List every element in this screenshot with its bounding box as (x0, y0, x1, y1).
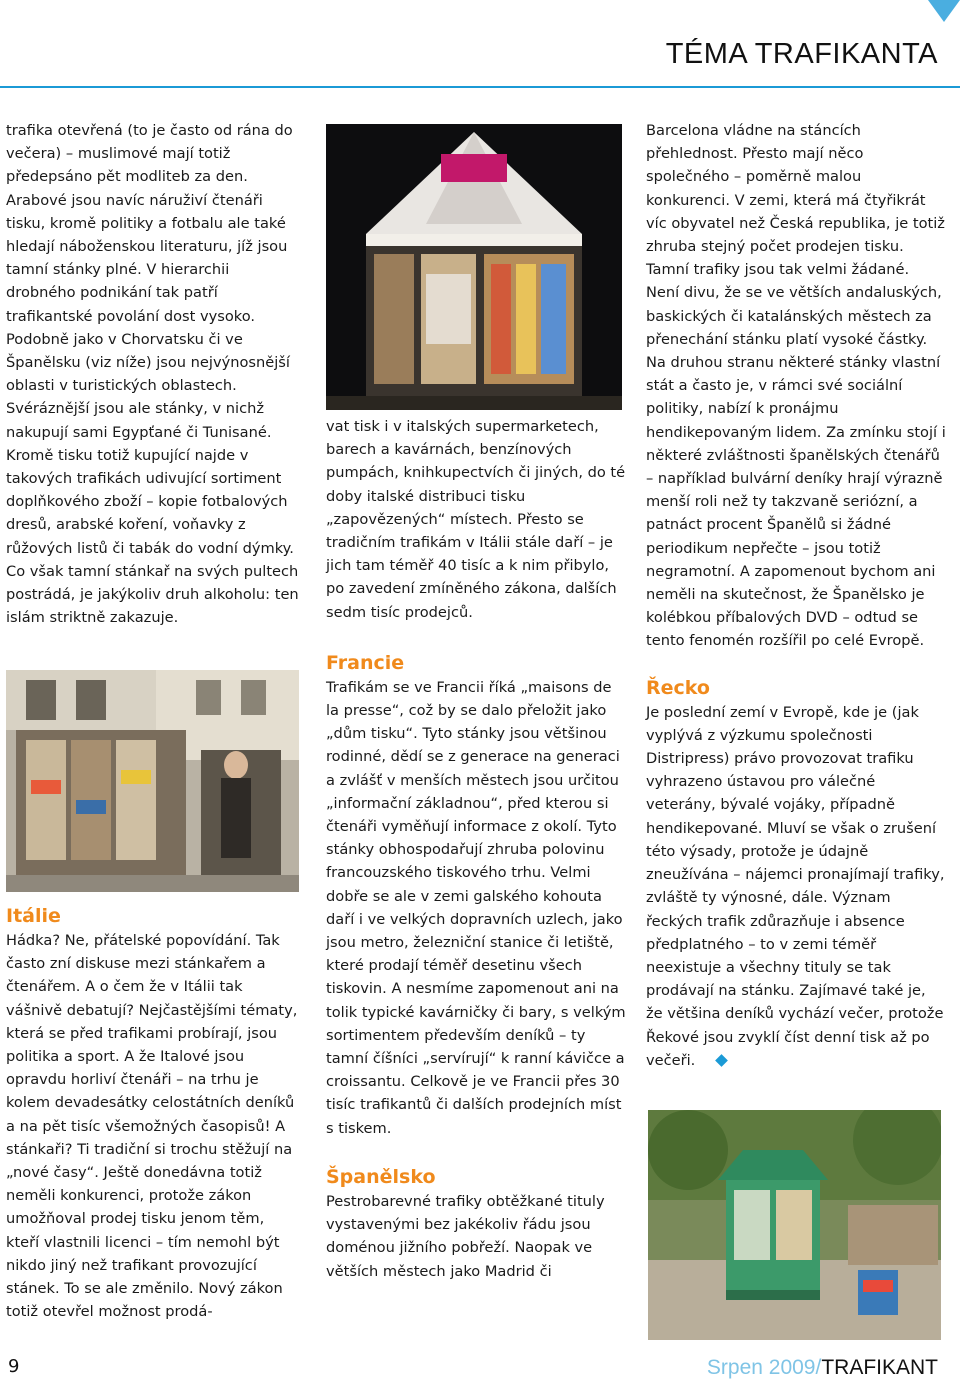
heading-france: Francie (326, 651, 405, 674)
article-paragraph: Hádka? Ne, přátelské popovídání. Tak často zní diskuse mezi stánkařem a čtenářem. A o čem že v Itálii tak vášnivě debatují? Nejčastějšími tématy, která se před trafikami probírají, jsou politika a sport. A že Italové jsou opravdu horliví čtenáři – na trhu je kolem devadesátky celostátních deníků a na pět tisíc všemožných časopisů! A stánkaři? Ti tradiční si trochu stěžují na „nové časy“. Ještě donedávna totiž neměli konkurenci, protože zákon umožňoval prodej tisku jenom těm, kteří vlastnili licenci – tím nemohl být nikdo jiný než trafikant provozující stánek. To se ale změnilo. Nový zákon totiž otevřel možnost prodá- (6, 932, 298, 1321)
footer-issue (707, 1356, 938, 1380)
column-left (6, 119, 302, 629)
photo-greek-kiosk (648, 1110, 941, 1340)
heading-greece: Řecko (646, 676, 710, 699)
end-mark-icon (715, 1054, 728, 1067)
article-text: Je poslední zemí v Evropě, kde je (jak vyplývá z výzkumu společnosti Distripress) právo provozovat trafiku vyhrazeno ústavou pro válečné veterány, bývalé vojáky, případně hendikepované. Mluví se však o zrušení této výsady, protože je údajně zneužívána – nájemci pronajímají trafiky, zvláště ty výnosné, dále. Význam řeckých trafik zdůrazňuje i absence předplatného – to v zemi téměř neexistuje a všechny tituly se tak prodávají na stánku. Zajímavé také je, že většina deníků vychází večer, protože Řekové jsou zvyklí číst denní tisk až po večeři. (646, 703, 945, 1069)
magazine-name: TRAFIKANT (821, 1356, 938, 1379)
article-paragraph: Trafikám se ve Francii říká „maisons de la presse“, což by se dalo přeložit jako „dům tisku“. Tyto stánky jsou většinou rodinné, dědí se z generace na generaci a zvlášť v menších městech jsou určitou „informační základnou“, před kterou si čtenáři vyměňují informace z okolí. Tyto stánky obhospodařují zhruba polovinu francouzského tiskového trhu. Velmi dobře se ale v zemi galského kohouta daří i ve velkých dopravních uzlech, jako jsou metro, železniční stanice či letiště, které prodají téměř desetinu všech tiskovin. A nesmíme zapomenout ani na tolik typické kavárničky či bary, s velkým sortimentem především deníků – ty tamní číšníci „servírují“ k ranní kávičce a croissantu. Celkově je ve Francii přes 30 tisíc trafikantů či dalších prodejních míst s tiskem. (326, 678, 626, 1137)
corner-triangle-icon (928, 0, 960, 22)
article-paragraph: Barcelona vládne na stáncích přehlednost. Přesto mají něco společného – poměrně malou konkurenci. V zemi, která má čtyřikrát víc obyvatel než Česká republika, je totiž zhruba stejný počet prodejen tisku. Tamní trafiky jsou tak velmi žádané. Není divu, že se ve větších andaluských, baskických či katalánských městech za přenechání stánku platí vysoké částky. Na druhou stranu některé stánky vlastní stát a často je, v rámci své sociální politiky, nabízí k pronájmu hendikepovaným lidem. Za zmínku stojí i některé zvláštnosti španělských čtenářů – například bulvární deníky hrají výrazně menší roli než ty takzvaně seriózní, a patnáct procent Španělů si žádné periodikum nepřečte – jsou totiž negramotní. A zapomenout bychom ani neměli na skutečnost, že Španělsko je kolébkou příbalových DVD – odtud se tento fenomén rozšířil po celé Evropě. (646, 122, 946, 650)
photo-italian-kiosk (6, 670, 299, 892)
article-paragraph: trafika otevřená (to je často od rána do večera) – muslimové mají totiž předepsáno pět modliteb za den. Arabové jsou navíc náruživí čtenáři tisku, kromě politiky a fotbalu ale také hledají náboženskou literaturu, jíž jsou tamní stánky plné. V hierarchii drobného podnikání tak patří trafikantské povolání dost vysoko. Podobně jako v Chorvatsku či ve Španělsku (viz níže) jsou nejvýnosnější oblasti v turistických oblastech. Svéráznější jsou ale stánky, v nichž nakupují sami Egypťané či Tunisané. Kromě tisku totiž kupující najde v takových trafikách udivující sortiment doplňkového zboží – kopie fotbalových dresů, arabské koření, voňavky z růžových listů či tabák do vodní dýmky. Co však tamní stánkař na svých pultech postrádá, je jakýkoliv druh alkoholu: ten islám striktně zakazuje. (6, 122, 299, 627)
column-right (646, 119, 946, 1072)
article-paragraph (646, 701, 946, 1072)
photo-night-kiosk (326, 124, 622, 410)
heading-spain: Španělsko (326, 1165, 436, 1188)
header-divider (0, 86, 960, 88)
article-paragraph: vat tisk i v italských supermarketech, barech a kavárnách, benzínových pumpách, knihkupectvích či jiných, do té doby italské distribuci tisku „zapovězených“ místech. Přesto se tradičním trafikám v Itálii stále daří – je jich tam téměř 40 tisíc a k nim přibylo, po zavedení zmíněného zákona, dalších sedm tisíc prodejců. (326, 418, 626, 621)
column-left-lower (6, 903, 302, 1323)
page-number: 9 (8, 1356, 20, 1377)
article-paragraph: Pestrobarevné trafiky obtěžkané tituly vystavenými bez jakékoliv řádu jsou doménou jižního pobřeží. Naopak ve větších městech jako Madrid či (326, 1192, 605, 1280)
section-title: TÉMA TRAFIKANTA (665, 38, 938, 70)
issue-date: Srpen 2009/ (706, 1356, 822, 1379)
column-middle (326, 415, 626, 1283)
heading-italy: Itálie (6, 905, 61, 927)
